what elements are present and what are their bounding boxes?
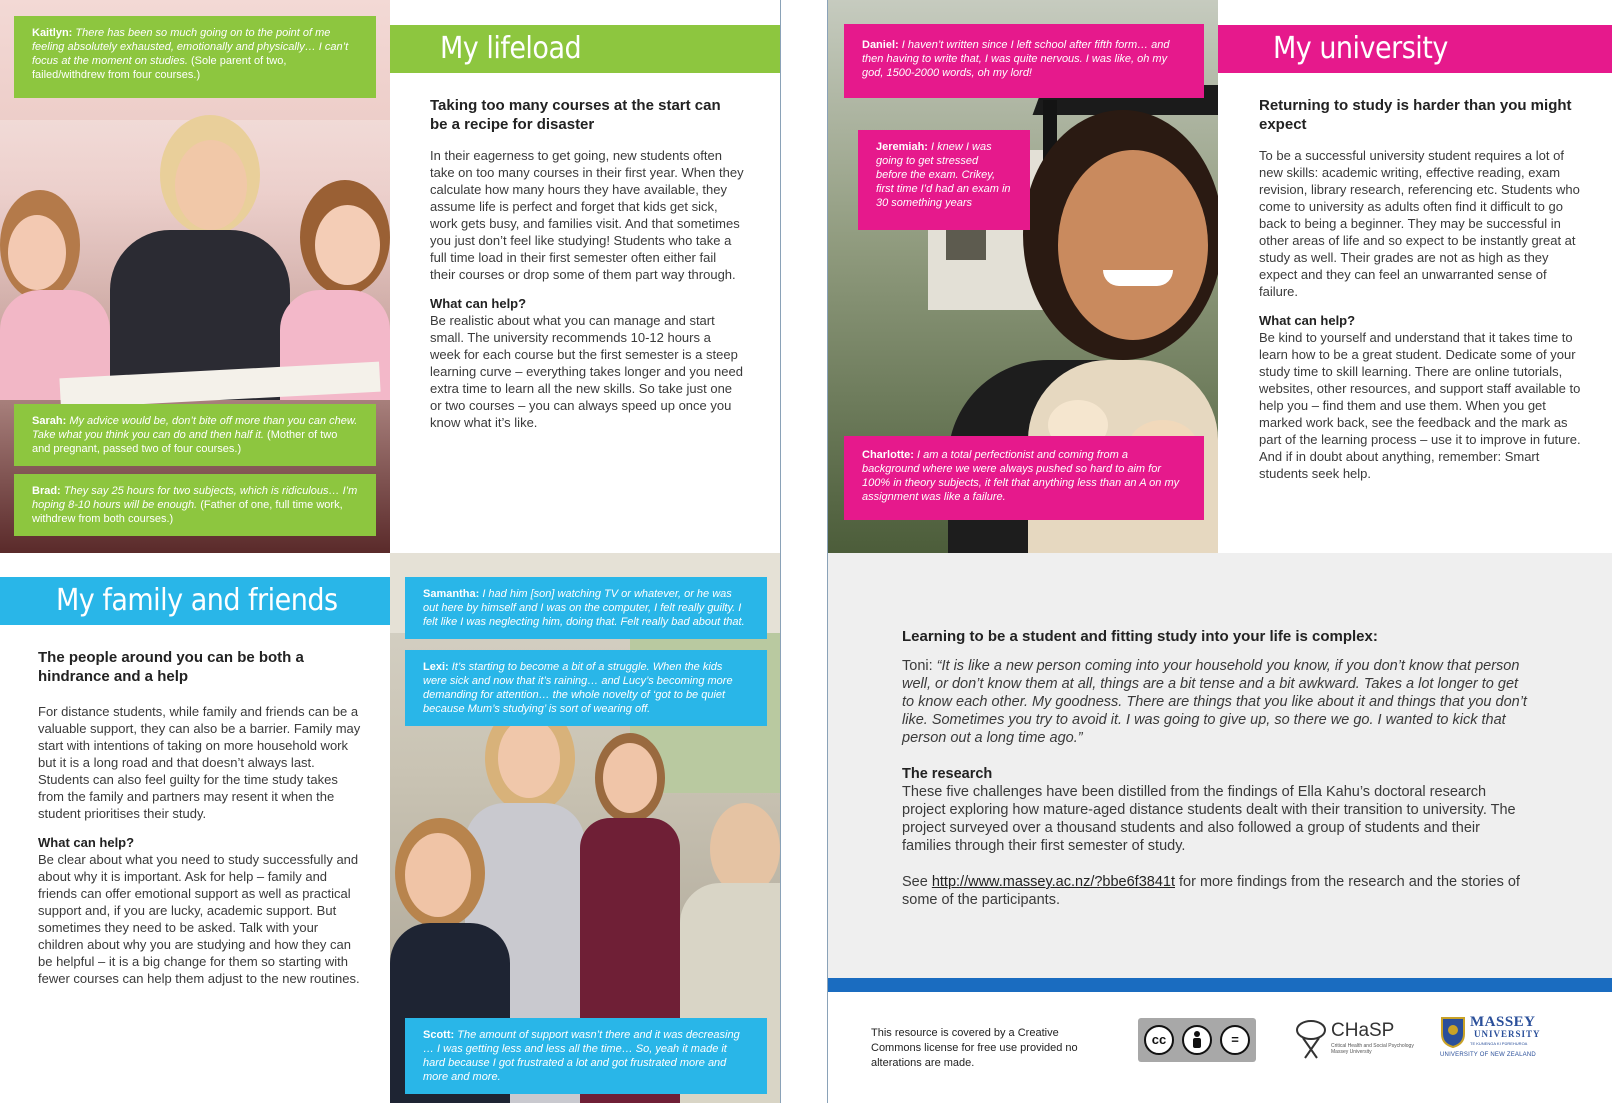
research-body: These five challenges have been distilled from the findings of Ella Kahu’s doctoral research project exploring how mature-aged distance students dealt with their transition to university. The project surveyed over a thousand students and also followed a group of students and their families through their first semester of study.: [902, 784, 1516, 854]
massey-logo: [1440, 1014, 1550, 1064]
family-help-body: Be clear about what you need to study successfully and about why it is important. Ask for help – family and friends can offer emotional support as well as practical support and, if you are lucky, academic support. But sometimes they need to be asked. Talk with your children about why you are studying and how they can be helpful – it is a big change for them so starting with fewer courses can help them adjust to the new routines.: [38, 852, 360, 986]
massey-name: MASSEY: [1470, 1014, 1536, 1030]
family-subheading: The people around you can be both a hindrance and a help: [38, 649, 304, 685]
chasp-subtitle-2: Massey University: [1331, 1049, 1372, 1055]
quote-sarah: Sarah: My advice would be, don’t bite off more than you can chew. Take what you think you can do and then half it. (Mother of two and pregnant, passed two of four courses.): [14, 404, 376, 466]
massey-university: UNIVERSITY: [1474, 1029, 1541, 1039]
university-subheading: Returning to study is harder than you might expect: [1259, 97, 1572, 133]
massey-tagline: UNIVERSITY OF NEW ZEALAND: [1440, 1052, 1536, 1058]
research-section: [902, 765, 1532, 909]
family-body: [38, 703, 363, 987]
family-paragraph: For distance students, while family and friends can be a valuable support, they can also be a barrier. Family may start with intentions of taking on more household work but it is a long road and that doesn’t always last. Students can also feel guilty for the time study takes from the family and partners may resent it when the student prioritises their study.: [38, 704, 361, 821]
quote-jeremiah: Jeremiah: I knew I was going to get stressed before the exam. Crikey, first time I’d had an exam in 30 something years: [858, 130, 1030, 230]
chasp-logo: [1293, 1018, 1413, 1064]
divider-rule: [828, 978, 1612, 992]
university-help-heading: What can help?: [1259, 313, 1356, 328]
no-derivatives-icon: =: [1220, 1025, 1250, 1055]
quote-samantha: Samantha: I had him [son] watching TV or whatever, or he was out here by himself and I was on the computer, I felt really guilty. I felt like I was neglecting him, doing that. Felt really bad about that.: [405, 577, 767, 639]
university-help-body: Be kind to yourself and understand that it takes time to learn how to be a great student. Dedicate some of your study time to skill learning. There are online tutorials, websites, other resources, and support staff available to help you – find them and use them. When you get marked work back, see the feedback and the mark as part of the learning process – use it to improve in future. And if in doubt about anything, remember: Smart students seek help.: [1259, 330, 1581, 481]
left-page: [0, 0, 781, 1103]
lifeload-heading: My lifeload: [390, 25, 780, 73]
family-help-heading: What can help?: [38, 835, 135, 850]
chasp-figure-icon: [1293, 1018, 1333, 1062]
summary-panel: [828, 553, 1612, 978]
lifeload-subheading: Taking too many courses at the start can be a recipe for disaster: [430, 97, 721, 133]
lifeload-help-body: Be realistic about what you can manage and start small. The university recommends 10-12 hours a week for each course but the first semester is a steep learning curve – everything takes longer and you need extra time to learn all the new skills. So take just one or two courses – you can always speed up once you know what it’s like.: [430, 313, 743, 430]
footer: [828, 992, 1612, 1103]
creative-commons-badge: [1138, 1018, 1256, 1062]
chasp-subtitle: Critical Health and Social Psychology: [1331, 1043, 1414, 1049]
quote-scott: Scott: The amount of support wasn’t there and it was decreasing … I was getting less and less all the time… So, yeah it made it hard because I got frustrated a lot and got frustrated more and more and more.: [405, 1018, 767, 1094]
chasp-name: CHaSP: [1331, 1020, 1395, 1041]
cc-icon: cc: [1144, 1025, 1174, 1055]
family-heading: My family and friends: [0, 577, 390, 625]
license-text: This resource is covered by a Creative Commons license for free use provided no alterations are made.: [871, 1027, 1078, 1069]
lifeload-help-heading: What can help?: [430, 296, 527, 311]
lifeload-body: [430, 147, 744, 431]
summary-heading: Learning to be a student and fitting study into your life is complex:: [902, 628, 1378, 645]
toni-quote: Toni: “It is like a new person coming into your household you know, if you don’t know that person well, or don’t know them at all, things are a bit tense and a bit awkward. Takes a lot longer to get to know each other. My goodness. There are things that you like about it and things that you don’t like. Sometimes you try to avoid it. I was going to give up, so there we go. I wanted to kick that person out a long time ago.”: [902, 658, 1527, 746]
massey-crest-icon: [1440, 1016, 1466, 1048]
quote-charlotte: Charlotte: I am a total perfectionist and coming from a background where we were always pushed so hard to aim for 100% in theory subjects, it felt that anything less than an A on my assignment was like a failure.: [844, 436, 1204, 520]
attribution-icon: [1182, 1025, 1212, 1055]
research-link-line: See http://www.massey.ac.nz/?bbe6f3841t for more findings from the research and the stories of some of the participants.: [902, 874, 1520, 908]
quote-kaitlyn: Kaitlyn: There has been so much going on to the point of me feeling absolutely exhausted, emotionally and physically… I can’t focus at the moment on studies. (Sole parent of two, failed/withdrew from four courses.): [14, 16, 376, 98]
quote-lexi: Lexi: It’s starting to become a bit of a struggle. When the kids were sick and now that it’s raining… and Lucy’s becoming more demanding for attention… the whole novelty of ‘got to be quiet because Mum’s studying’ is sort of wearing off.: [405, 650, 767, 726]
research-link[interactable]: http://www.massey.ac.nz/?bbe6f3841t: [931, 874, 1175, 890]
quote-daniel: Daniel: I haven’t written since I left school after fifth form… and then having to write that, I was quite nervous. I was like, oh my god, 1500-2000 words, oh my lord!: [844, 24, 1204, 98]
quote-brad: Brad: They say 25 hours for two subjects, which is ridiculous… I’m hoping 8-10 hours will be enough. (Father of one, full time work, withdrew from both courses.): [14, 474, 376, 536]
lifeload-paragraph: In their eagerness to get going, new students often take on too many courses in their first year. When they calculate how many hours they have available, they assume life is perfect and forget that kids get sick, work gets busy, and families visit. And that sometimes you just don’t feel like studying! Students who take a full time load in their first semester often either fail their courses or drop some of them part way through.: [430, 148, 744, 282]
university-body: [1259, 147, 1589, 482]
research-heading: The research: [902, 766, 993, 782]
university-heading: My university: [1218, 25, 1612, 73]
right-page: [827, 0, 1612, 1103]
massey-maori: TE KUNENGA KI PŪREHUROA: [1470, 1041, 1528, 1046]
university-paragraph: To be a successful university student requires a lot of new skills: academic writing, effective reading, exam revision, library research, referencing etc. Students who come to university as adults often find it difficult to go back to being a beginner. They may be successful in other areas of life and so expect to be instantly great at study as well. Their grades are not as high as they expect and they can feel an unwarranted sense of failure.: [1259, 148, 1580, 299]
